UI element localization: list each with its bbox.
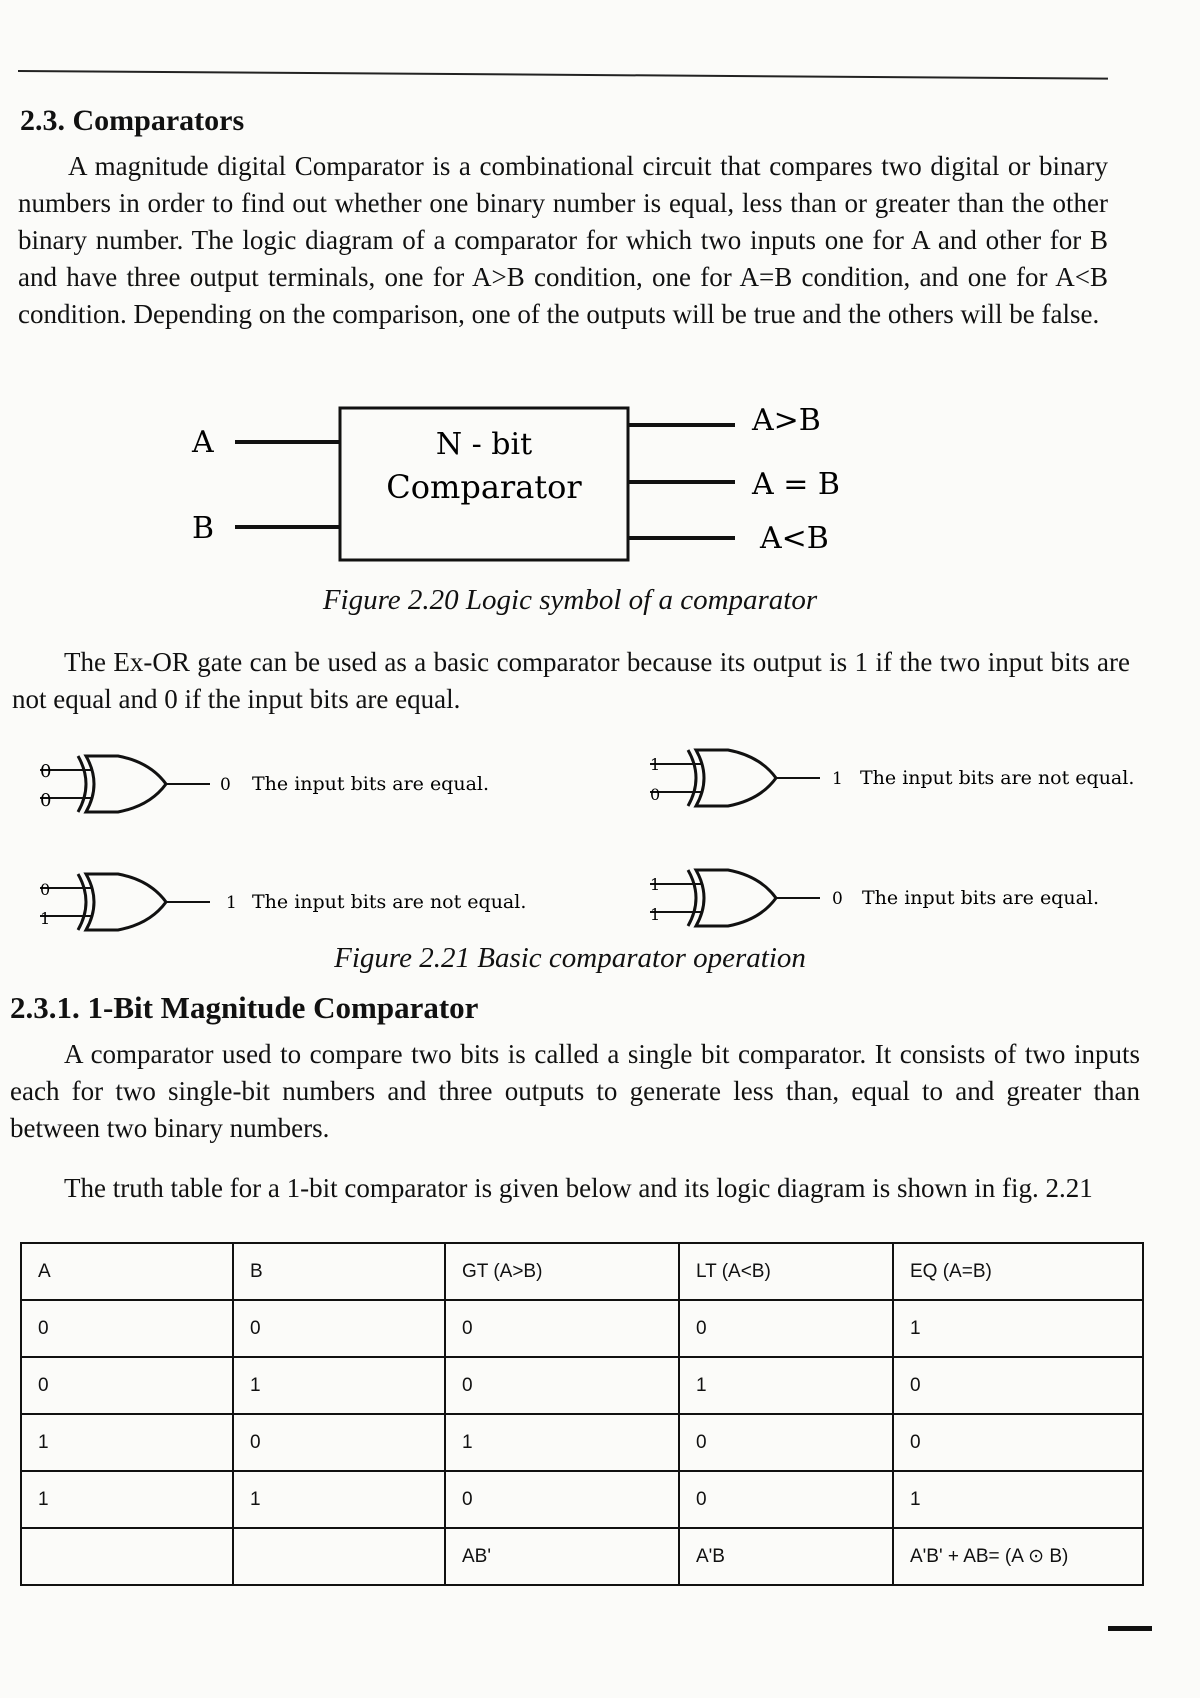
table-cell: AB' (445, 1528, 679, 1585)
table-cell: 0 (893, 1414, 1143, 1471)
subsection-paragraph-1-text: A comparator used to compare two bits is called a single bit comparator. It consists of two inputs each for two single-bit numbers and three outputs to generate less than, equal to and greater than between two binary numbers. (10, 1039, 1140, 1143)
table-cell: A'B' + AB= (A ⊙ B) (893, 1528, 1143, 1585)
xor-gate-examples (0, 740, 1200, 940)
table-header: GT (A>B) (445, 1243, 679, 1300)
table-cell: 1 (233, 1471, 445, 1528)
xor-gate-icon (650, 870, 820, 926)
table-header: A (21, 1243, 233, 1300)
table-cell: 0 (893, 1357, 1143, 1414)
table-cell: A'B (679, 1528, 893, 1585)
table-cell: 1 (21, 1414, 233, 1471)
svg-text:The input bits are not equal.: The input bits are not equal. (252, 891, 527, 913)
fig-out-eq: A = B (752, 467, 840, 502)
fig-input-b: B (192, 511, 215, 546)
table-row (21, 1414, 1143, 1471)
svg-text:1: 1 (650, 905, 661, 924)
table-cell: 1 (893, 1471, 1143, 1528)
svg-text:The input bits are equal.: The input bits are equal. (252, 773, 490, 795)
svg-text:The input bits are equal.: The input bits are equal. (862, 887, 1100, 909)
table-cell: 1 (21, 1471, 233, 1528)
figure-2-21-caption: Figure 2.21 Basic comparator operation (334, 942, 806, 974)
table-cell: 0 (445, 1471, 679, 1528)
table-cell: 0 (679, 1471, 893, 1528)
fig-out-gt: A>B (752, 403, 821, 438)
svg-text:0: 0 (832, 889, 843, 909)
svg-text:0: 0 (220, 775, 231, 795)
intro-paragraph (18, 148, 1108, 333)
fig-out-lt: A<B (760, 521, 829, 556)
xor-gate-icon (650, 750, 820, 806)
svg-text:0: 0 (40, 790, 52, 811)
table-row (21, 1300, 1143, 1357)
svg-text:0: 0 (40, 761, 52, 782)
exor-paragraph-text: The Ex-OR gate can be used as a basic comparator because its output is 1 if the two input bits are not equal and 0 if the input bits are equal. (12, 647, 1130, 714)
truth-table (20, 1242, 1144, 1586)
table-cell: 0 (233, 1300, 445, 1357)
table-cell: 0 (445, 1300, 679, 1357)
table-cell (233, 1528, 445, 1585)
xor-gate-icon (40, 874, 210, 930)
table-cell: 1 (233, 1357, 445, 1414)
table-cell: 1 (893, 1300, 1143, 1357)
svg-text:0: 0 (40, 880, 51, 899)
table-cell: 0 (445, 1357, 679, 1414)
figure-2-20-caption: Figure 2.20 Logic symbol of a comparator (322, 584, 818, 616)
page-corner-mark (1108, 1626, 1152, 1631)
comparator-logic-symbol (0, 380, 1200, 580)
fig-box-line2: Comparator (386, 468, 582, 506)
table-row-expressions (21, 1528, 1143, 1585)
table-cell: 0 (21, 1357, 233, 1414)
xor-gate-1 (40, 756, 489, 812)
table-cell: 0 (233, 1414, 445, 1471)
table-header: B (233, 1243, 445, 1300)
xor-gate-2 (650, 750, 1134, 806)
table-cell: 0 (21, 1300, 233, 1357)
table-cell: 1 (679, 1357, 893, 1414)
table-row (21, 1471, 1143, 1528)
section-heading: 2.3. Comparators (20, 104, 245, 137)
table-header-row (21, 1243, 1143, 1300)
fig-box-line1: N - bit (435, 427, 533, 462)
svg-text:The input bits are not equal.: The input bits are not equal. (860, 767, 1135, 789)
table-cell: 0 (679, 1414, 893, 1471)
intro-paragraph-text: A magnitude digital Comparator is a combinational circuit that compares two digital or binary numbers in order to find out whether one binary number is equal, less than or greater than the other binary number. The logic diagram of a comparator for which two inputs one for A and other for B and have three output terminals, one for A>B condition, one for A=B condition, and one for A<B condition. Depending on the comparison, one of the outputs will be true and the others will be false. (18, 151, 1108, 329)
table-cell: 0 (679, 1300, 893, 1357)
table-cell: 1 (445, 1414, 679, 1471)
subsection-paragraph-2 (10, 1170, 1140, 1207)
svg-text:1: 1 (832, 769, 843, 789)
top-rule (18, 70, 1108, 80)
table-header: EQ (A=B) (893, 1243, 1143, 1300)
exor-paragraph (12, 644, 1130, 718)
table-header: LT (A<B) (679, 1243, 893, 1300)
subsection-paragraph-1 (10, 1036, 1140, 1147)
table-cell (21, 1528, 233, 1585)
xor-gate-4 (650, 870, 1099, 926)
fig-input-a: A (192, 425, 214, 460)
svg-text:1: 1 (650, 875, 661, 894)
xor-gate-3 (40, 874, 526, 930)
svg-text:1: 1 (40, 909, 51, 928)
svg-text:0: 0 (650, 785, 661, 804)
subsection-paragraph-2-text: The truth table for a 1-bit comparator is given below and its logic diagram is shown in fig. 2.21 (64, 1173, 1093, 1203)
subsection-heading: 2.3.1. 1-Bit Magnitude Comparator (10, 990, 479, 1025)
svg-text:1: 1 (650, 755, 661, 774)
table-row (21, 1357, 1143, 1414)
svg-text:1: 1 (226, 893, 237, 913)
xor-gate-icon (40, 756, 210, 812)
